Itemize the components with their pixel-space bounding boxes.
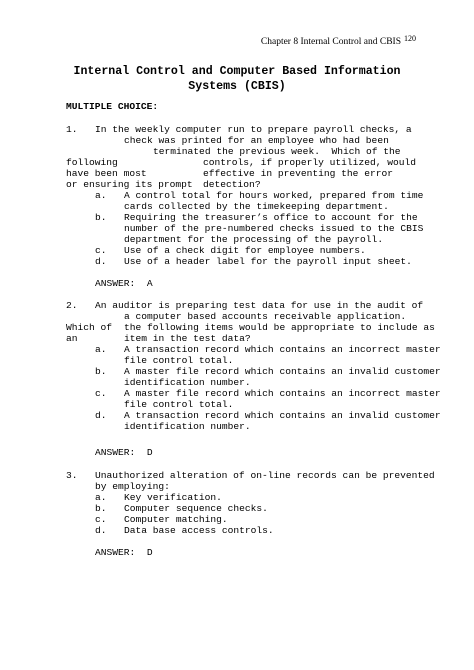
question-text: An auditor is preparing test data for use in the audit of [95, 300, 424, 311]
option-text: Computer matching. [124, 514, 228, 525]
option-text: Use of a check digit for employee numbers. [124, 245, 366, 256]
option-text: A control total for hours worked, prepared from time [124, 190, 424, 201]
question-text: item in the test data? [124, 333, 251, 344]
option-text: file control total. [124, 355, 234, 366]
option-text: Key verification. [124, 492, 222, 503]
question-text: In the weekly computer run to prepare payroll checks, a [95, 124, 412, 135]
question-text: an [66, 333, 78, 344]
question-text: check was printed for an employee who had been [124, 135, 389, 146]
question-text: the following items would be appropriate to include as [124, 322, 435, 333]
option-letter: a. [95, 190, 107, 201]
option-text: A master file record which contains an incorrect master [124, 388, 441, 399]
answer: ANSWER: D [95, 547, 153, 558]
question-number: 3. [66, 470, 78, 481]
section-heading: MULTIPLE CHOICE: [66, 101, 159, 112]
option-letter: d. [95, 256, 107, 267]
option-text: department for the processing of the payroll. [124, 234, 384, 245]
option-text: Data base access controls. [124, 525, 274, 536]
option-text: identification number. [124, 377, 251, 388]
question-number: 1. [66, 124, 78, 135]
option-text: Requiring the treasurer’s office to account for the [124, 212, 418, 223]
option-text: number of the pre-numbered checks issued to the CBIS [124, 223, 424, 234]
option-letter: c. [95, 245, 107, 256]
option-text: Computer sequence checks. [124, 503, 268, 514]
question-number: 2. [66, 300, 78, 311]
option-letter: b. [95, 366, 107, 377]
running-header [261, 34, 416, 47]
option-letter: c. [95, 514, 107, 525]
answer: ANSWER: A [95, 278, 153, 289]
page-title-line-1: Internal Control and Computer Based Information [73, 65, 401, 78]
question-text: controls, if properly utilized, would [203, 157, 417, 168]
option-text: A transaction record which contains an invalid customer [124, 410, 441, 421]
answer: ANSWER: D [95, 447, 153, 458]
option-text: cards collected by the timekeeping department. [124, 201, 389, 212]
option-letter: a. [95, 492, 107, 503]
option-text: A master file record which contains an invalid customer [124, 366, 441, 377]
option-text: file control total. [124, 399, 234, 410]
option-letter: d. [95, 410, 107, 421]
option-letter: b. [95, 212, 107, 223]
option-letter: a. [95, 344, 107, 355]
page-number: 120 [404, 34, 416, 43]
question-text: have been most [66, 168, 147, 179]
option-letter: d. [95, 525, 107, 536]
option-letter: b. [95, 503, 107, 514]
option-letter: c. [95, 388, 107, 399]
question-text: effective in preventing the error [203, 168, 393, 179]
page-title-line-2: Systems (CBIS) [188, 80, 286, 93]
question-text: by employing: [95, 481, 170, 492]
question-text: Unauthorized alteration of on-line records can be prevented [95, 470, 435, 481]
question-text: or ensuring its prompt [66, 179, 193, 190]
question-text: terminated the previous week. Which of the [153, 146, 401, 157]
chapter-title: Chapter 8 Internal Control and CBIS [260, 37, 401, 47]
question-text: Which of [66, 322, 113, 333]
question-text: detection? [203, 179, 261, 190]
question-text: a computer based accounts receivable application. [124, 311, 407, 322]
option-text: A transaction record which contains an incorrect master [124, 344, 441, 355]
option-text: Use of a header label for the payroll input sheet. [124, 256, 412, 267]
question-text: following [66, 157, 118, 168]
option-text: identification number. [124, 421, 251, 432]
